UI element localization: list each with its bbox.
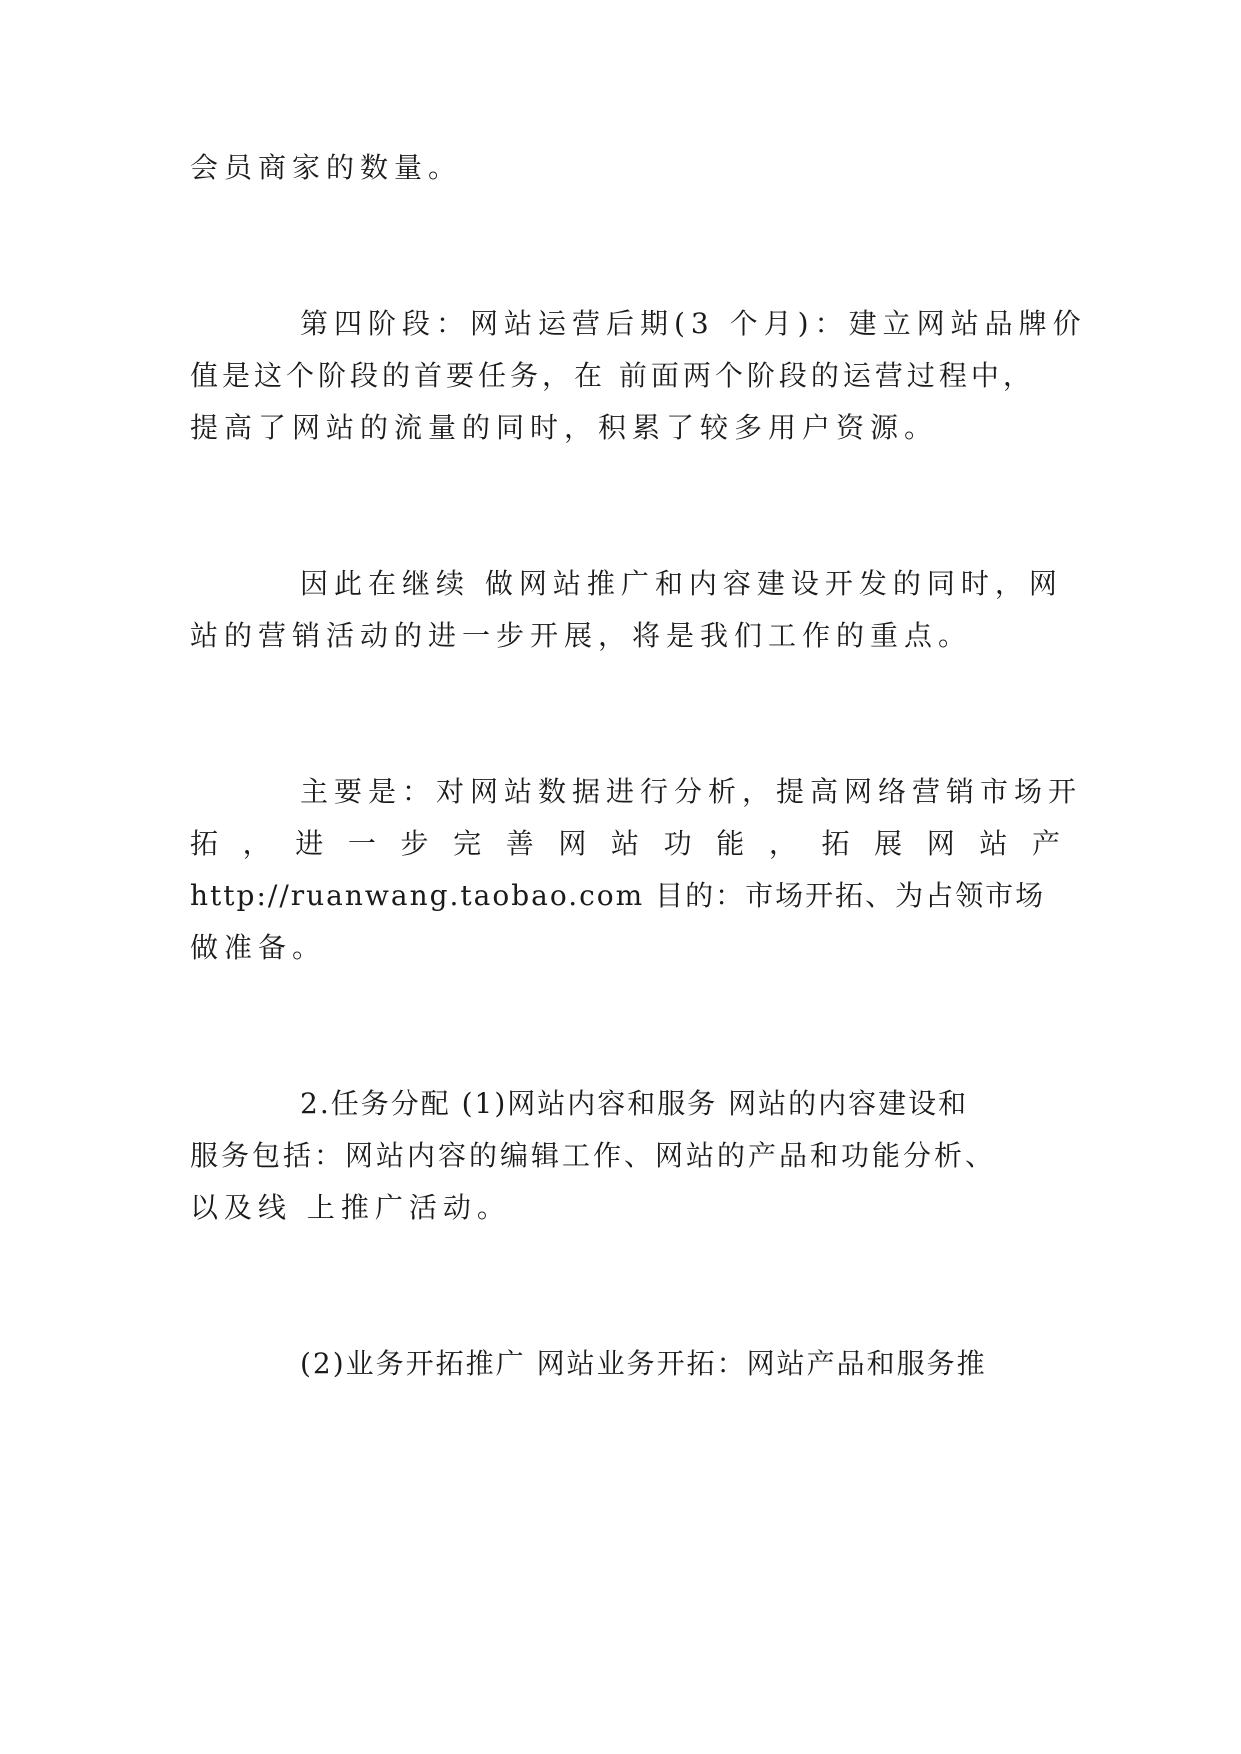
- paragraph-1-line-1: 会员商家的数量。: [190, 151, 463, 184]
- paragraph-2-line-1: 第四阶段：网站运营后期(3 个月)：建立网站品牌价: [300, 307, 1087, 340]
- paragraph-4-line-1: 主要是：对网站数据进行分析，提高网络营销市场开: [300, 775, 1083, 808]
- paragraph-2-line-2: 值是这个阶段的首要任务，在 前面两个阶段的运营过程中，: [190, 359, 1035, 392]
- paragraph-5-line-2: 服务包括：网站内容的编辑工作、网站的产品和功能分析、: [190, 1139, 997, 1172]
- paragraph-3-line-2: 站的营销活动的进一步开展，将是我们工作的重点。: [190, 619, 973, 652]
- paragraph-3-line-1: 因此在继续 做网站推广和内容建设开发的同时，网: [300, 567, 1063, 600]
- paragraph-5-line-1: 2.任务分配 (1)网站内容和服务 网站的内容建设和: [300, 1087, 969, 1120]
- paragraph-4-line-3: http://ruanwang.taobao.com 目的：市场开拓、为占领市场: [190, 879, 1046, 912]
- paragraph-2-line-3: 提高了网站的流量的同时，积累了较多用户资源。: [190, 411, 939, 444]
- paragraph-6-line-1: (2)业务开拓推广 网站业务开拓：网站产品和服务推: [300, 1347, 987, 1380]
- paragraph-4-line-4: 做准备。: [190, 931, 327, 964]
- paragraph-5-line-3: 以及线 上推广活动。: [190, 1191, 511, 1224]
- paragraph-4-line-2: 拓 ， 进 一 步 完 善 网 站 功 能 ， 拓 展 网 站 产: [190, 827, 1060, 860]
